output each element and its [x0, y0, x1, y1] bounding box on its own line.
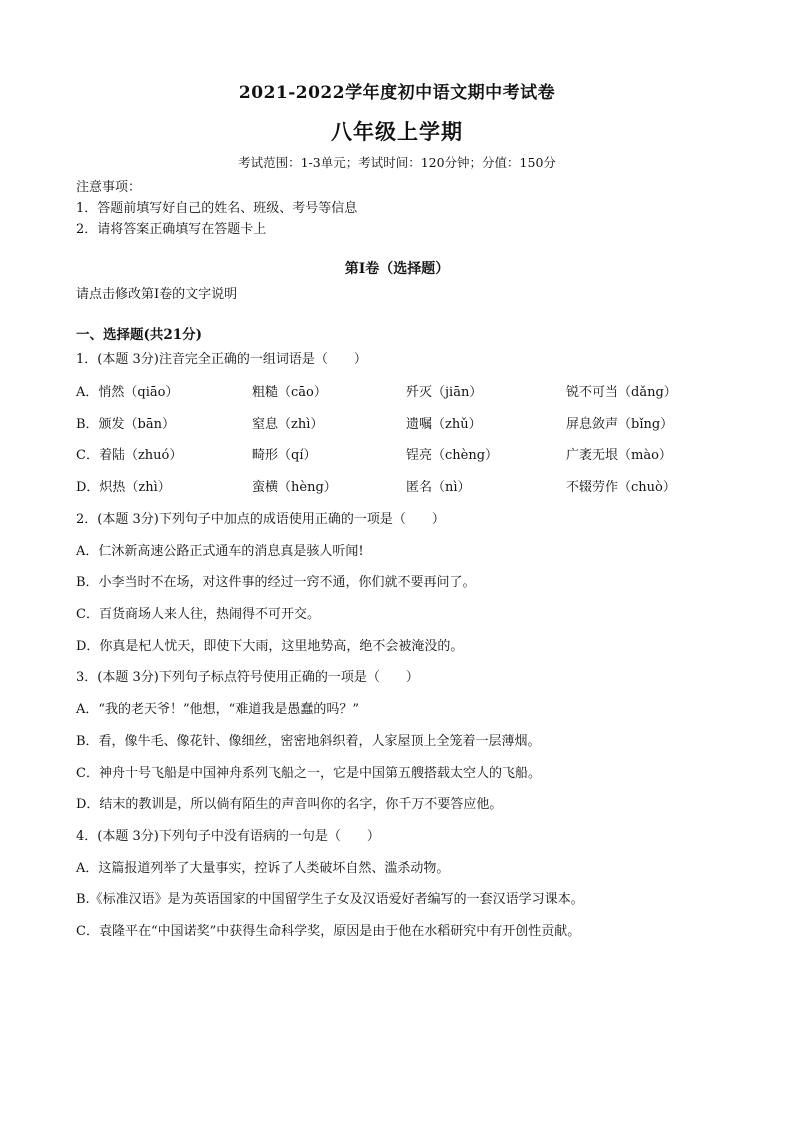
q1-a-1: A．悄然（qiāo） — [76, 385, 179, 400]
q1-a-4: 锐不可当（dǎng） — [566, 385, 677, 400]
q1-option-row-a — [76, 381, 736, 401]
q1-b-2: 窒息（zhì） — [252, 417, 324, 432]
q4-option-c: C．袁隆平在“中国诺奖”中获得生命科学奖，原因是由于他在水稻研究中有开创性贡献。 — [76, 924, 581, 939]
q1-c-3: 锃亮（chèng） — [406, 448, 499, 463]
note-item-2: 2．请将答案正确填写在答题卡上 — [76, 222, 267, 237]
q3-option-b: B．看，像牛毛、像花针、像细丝，密密地斜织着，人家屋顶上全笼着一层薄烟。 — [76, 734, 541, 749]
q1-c-4: 广袤无垠（mào） — [566, 448, 672, 463]
q2-option-c: C．百货商场人来人往，热闹得不可开交。 — [76, 607, 320, 622]
exam-scope: 考试范围：1-3单元；考试时间：120分钟；分值：150分 — [238, 155, 556, 170]
q1-a-3: 歼灭（jiān） — [406, 385, 483, 400]
q1-c-1: C．着陆（zhuó） — [76, 448, 183, 463]
q3-option-c: C．神舟十号飞船是中国神舟系列飞船之一，它是中国第五艘搭载太空人的飞船。 — [76, 766, 541, 781]
volume-description: 请点击修改第I卷的文字说明 — [76, 287, 238, 302]
q1-option-row-b — [76, 413, 736, 433]
q1-b-1: B．颁发（bān） — [76, 417, 175, 432]
q1-d-3: 匿名（nì） — [406, 480, 471, 495]
q4-option-a: A．这篇报道列举了大量事实，控诉了人类破坏自然、滥杀动物。 — [76, 861, 450, 876]
q1-b-4: 屏息敛声（bǐng） — [566, 417, 674, 432]
q2-option-b: B．小李当时不在场，对这件事的经过一窍不通，你们就不要再问了。 — [76, 575, 476, 590]
q3-stem: 3．(本题 3分)下列句子标点符号使用正确的一项是（ ） — [76, 670, 419, 685]
q3-option-d: D．结末的教训是，所以倘有陌生的声音叫你的名字，你千万不要答应他。 — [76, 797, 503, 812]
q1-option-row-d — [76, 476, 736, 496]
exam-subtitle: 八年级上学期 — [331, 119, 463, 144]
q1-d-2: 蛮横（hèng） — [252, 480, 337, 495]
section-title: 一、选择题(共21分) — [76, 327, 203, 343]
q1-c-2: 畸形（qí） — [252, 448, 317, 463]
exam-title: 2021-2022学年度初中语文期中考试卷 — [238, 83, 556, 103]
q1-a-2: 粗糙（cāo） — [252, 385, 327, 400]
q1-d-4: 不辍劳作（chuò） — [566, 480, 676, 495]
q2-stem: 2．(本题 3分)下列句子中加点的成语使用正确的一项是（ ） — [76, 512, 445, 527]
q1-option-row-c — [76, 444, 736, 464]
q2-option-a: A．仁沐新高速公路正式通车的消息真是骇人听闻! — [76, 544, 364, 559]
q3-option-a: A．“我的老天爷！”他想，“难道我是愚蠢的吗？” — [76, 702, 359, 717]
q2-option-d: D．你真是杞人忧天，即使下大雨，这里地势高，绝不会被淹没的。 — [76, 639, 464, 654]
q1-d-1: D．炽热（zhì） — [76, 480, 171, 495]
note-item-1: 1．答题前填写好自己的姓名、班级、考号等信息 — [76, 201, 358, 216]
notes-label: 注意事项： — [76, 180, 142, 195]
q4-option-b: B.《标准汉语》是为英语国家的中国留学生子女及汉语爱好者编写的一套汉语学习课本。 — [76, 892, 584, 907]
volume-title: 第I卷（选择题） — [344, 261, 450, 277]
q1-b-3: 遗嘱（zhǔ） — [406, 417, 482, 432]
q4-stem: 4．(本题 3分)下列句子中没有语病的一句是（ ） — [76, 829, 380, 844]
q1-stem: 1．(本题 3分)注音完全正确的一组词语是（ ） — [76, 352, 367, 367]
